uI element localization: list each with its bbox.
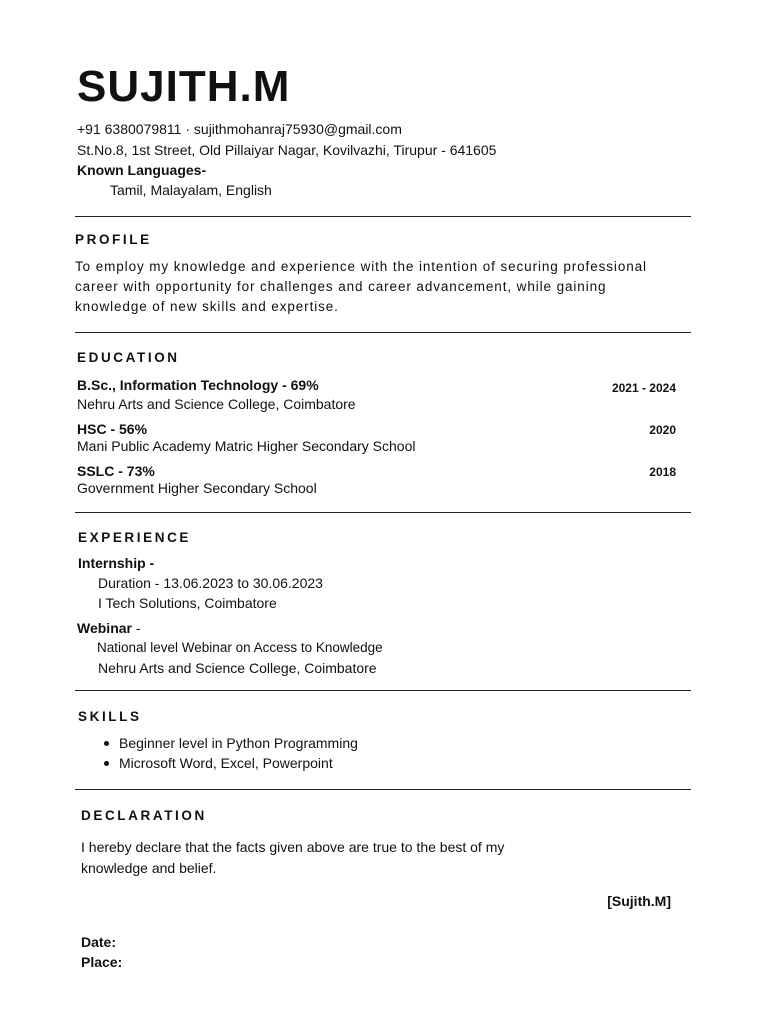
experience-heading: EXPERIENCE xyxy=(78,530,192,545)
skills-heading: SKILLS xyxy=(78,709,142,724)
education-degree: B.Sc., Information Technology - 69% xyxy=(77,377,319,393)
declaration-line-2: knowledge and belief. xyxy=(81,860,217,876)
bullet-icon xyxy=(104,741,109,746)
skill-text: Beginner level in Python Programming xyxy=(119,735,358,751)
webinar-place: Nehru Arts and Science College, Coimbatore xyxy=(98,660,377,676)
skill-item xyxy=(104,755,333,771)
place-label: Place: xyxy=(81,954,123,970)
education-year: 2021 - 2024 xyxy=(611,381,676,395)
divider xyxy=(75,789,691,790)
languages-value: Tamil, Malayalam, English xyxy=(110,182,272,198)
divider xyxy=(75,216,691,217)
webinar-dash: - xyxy=(131,620,141,636)
webinar-label-row xyxy=(77,620,141,636)
education-degree: SSLC - 73% xyxy=(77,463,155,479)
education-year: 2018 xyxy=(649,465,676,479)
webinar-label: Webinar xyxy=(77,620,132,636)
internship-label: Internship - xyxy=(78,555,155,571)
languages-label: Known Languages- xyxy=(77,162,207,178)
webinar-title: National level Webinar on Access to Knowledge xyxy=(97,640,383,655)
divider xyxy=(75,332,691,333)
internship-duration: Duration - 13.06.2023 to 30.06.2023 xyxy=(98,575,323,591)
declaration-line-1: I hereby declare that the facts given above are true to the best of my xyxy=(81,839,505,855)
declaration-heading: DECLARATION xyxy=(81,808,207,823)
address: St.No.8, 1st Street, Old Pillaiyar Nagar, Kovilvazhi, Tirupur - 641605 xyxy=(77,142,497,158)
candidate-name: SUJITH.M xyxy=(77,62,291,111)
skill-text: Microsoft Word, Excel, Powerpoint xyxy=(119,755,333,771)
divider xyxy=(75,512,691,513)
education-institution: Government Higher Secondary School xyxy=(77,480,317,496)
internship-company: I Tech Solutions, Coimbatore xyxy=(98,595,277,611)
education-institution: Mani Public Academy Matric Higher Secondary School xyxy=(77,438,416,454)
education-year: 2020 xyxy=(649,423,676,437)
divider xyxy=(75,690,691,691)
bullet-icon xyxy=(104,761,109,766)
profile-text: To employ my knowledge and experience with the intention of securing professional career with opportunity for challenges and career advancement, while gaining knowledge of new skills and expertise. xyxy=(75,259,647,314)
contact-line: +91 6380079811 · sujithmohanraj75930@gmail.com xyxy=(77,121,402,137)
education-degree: HSC - 56% xyxy=(77,421,148,437)
profile-heading: PROFILE xyxy=(75,232,152,247)
signature: [Sujith.M] xyxy=(607,893,671,909)
skill-item xyxy=(104,735,358,751)
date-label: Date: xyxy=(81,934,117,950)
education-institution: Nehru Arts and Science College, Coimbatore xyxy=(77,396,356,412)
education-heading: EDUCATION xyxy=(77,350,180,365)
